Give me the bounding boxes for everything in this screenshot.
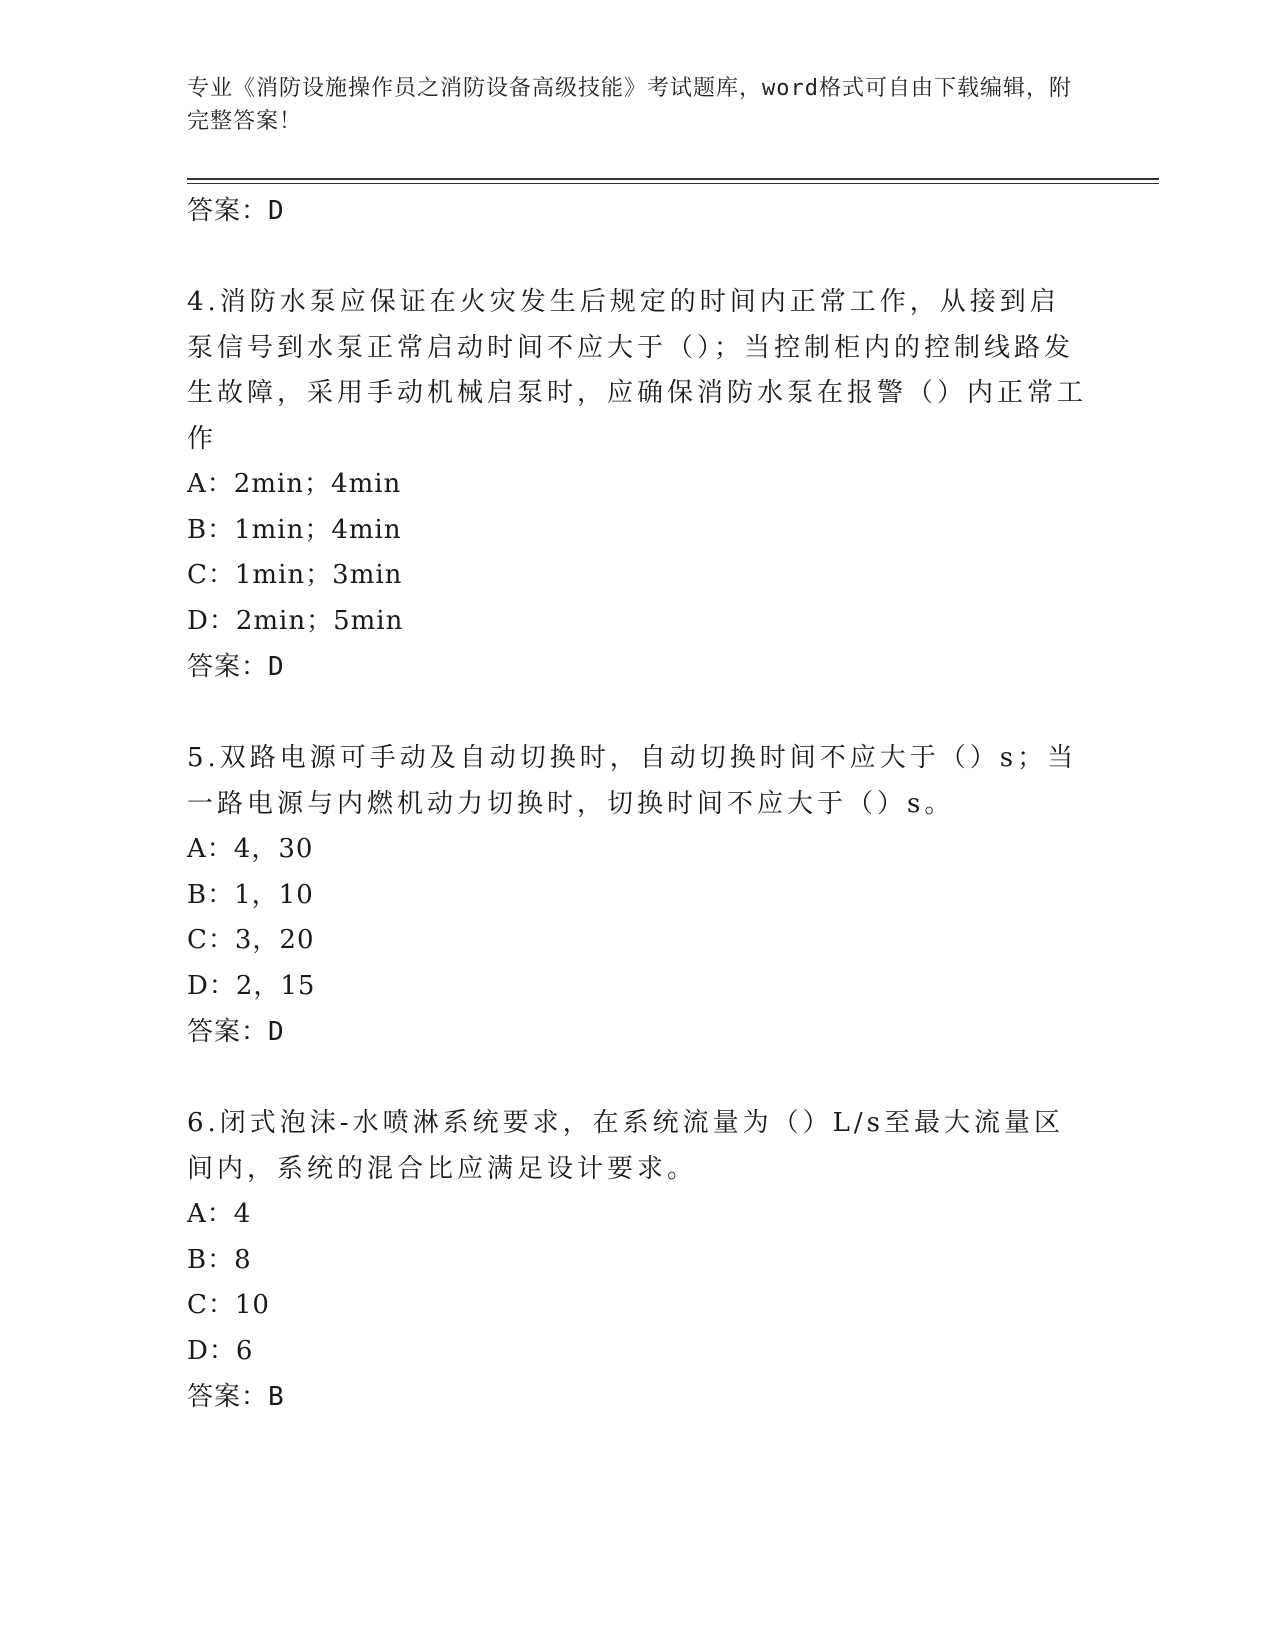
option-b: B：8 <box>187 1244 252 1275</box>
answer: 答案：D <box>187 1017 285 1047</box>
option-d: D：2，15 <box>187 970 316 1001</box>
document-header: 专业《消防设施操作员之消防设备高级技能》考试题库，word格式可自由下载编辑，附完整答案！ <box>187 76 1072 134</box>
question-stem: 6.闭式泡沫-水喷淋系统要求，在系统流量为（）L/s至最大流量区间内，系统的混合比应满足设计要求。 <box>187 1108 1064 1184</box>
option-b: B：1，10 <box>187 879 314 910</box>
question-4 <box>187 280 1087 690</box>
spacer <box>187 690 1087 736</box>
option-d: D：2min；5min <box>187 605 404 636</box>
answer: 答案：D <box>187 652 285 682</box>
document-body <box>187 188 1087 1420</box>
option-c: C：1min；3min <box>187 560 403 590</box>
option-a: A：2min；4min <box>187 469 402 499</box>
option-c: C：10 <box>187 1290 270 1320</box>
spacer <box>187 1055 1087 1101</box>
option-d: D：6 <box>187 1335 254 1366</box>
option-b: B：1min；4min <box>187 514 402 545</box>
previous-answer: 答案：D <box>187 196 285 226</box>
option-a: A：4，30 <box>187 834 314 864</box>
header-divider-thick <box>187 178 1159 180</box>
option-a: A：4 <box>187 1199 252 1229</box>
question-stem: 5.双路电源可手动及自动切换时，自动切换时间不应大于（）s；当一路电源与内燃机动力切换时，切换时间不应大于（）s。 <box>187 743 1078 819</box>
question-stem: 4.消防水泵应保证在火灾发生后规定的时间内正常工作，从接到启泵信号到水泵正常启动时间不应大于（）；当控制柜内的控制线路发生故障，采用手动机械启泵时，应确保消防水泵在报警（）内正常工作 <box>187 287 1088 454</box>
answer: 答案：B <box>187 1382 285 1412</box>
option-c: C：3，20 <box>187 925 315 955</box>
question-5 <box>187 736 1087 1055</box>
header-divider-thin <box>187 183 1159 184</box>
question-6 <box>187 1101 1087 1420</box>
spacer <box>187 234 1087 280</box>
